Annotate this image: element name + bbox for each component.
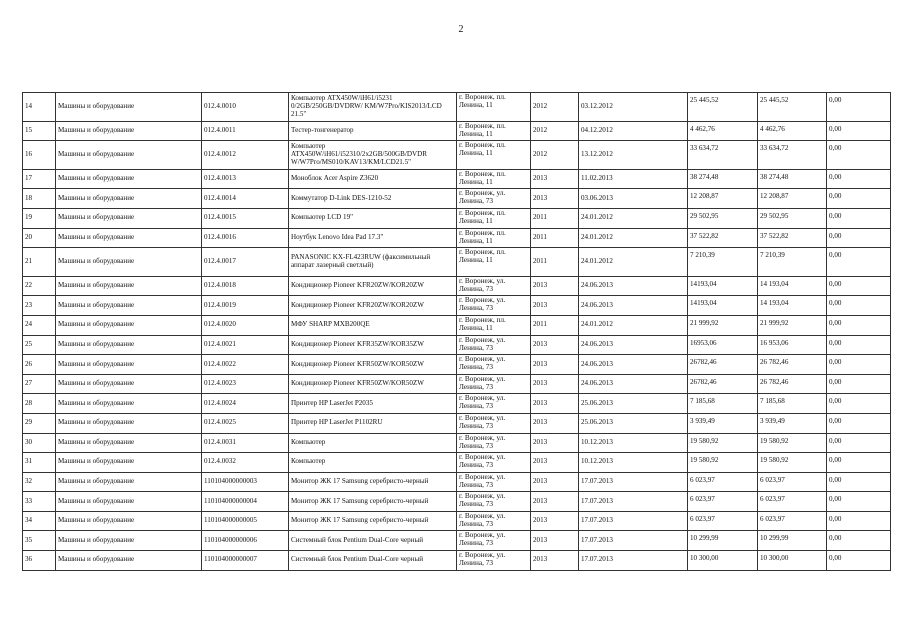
table-row — [23, 374, 891, 394]
inventory-code: 012.4.0017 — [202, 248, 289, 277]
residual-value: 33 634,72 — [758, 141, 827, 170]
row-number: 24 — [23, 315, 56, 335]
inventory-code: 012.4.0018 — [202, 276, 289, 296]
residual-value: 26 782,46 — [758, 374, 827, 394]
commissioning-date: 24.01.2012 — [579, 208, 688, 228]
initial-cost: 14193,04 — [688, 276, 758, 296]
table-row — [23, 121, 891, 141]
asset-location: г. Воронеж, пл. Ленина, 11 — [457, 169, 531, 189]
initial-cost: 12 208,87 — [688, 189, 758, 209]
initial-cost: 3 939,49 — [688, 413, 758, 433]
acquisition-year: 2013 — [531, 394, 579, 414]
asset-location: г. Воронеж, ул. Ленина, 73 — [457, 472, 531, 492]
acquisition-year: 2013 — [531, 355, 579, 375]
amortization: 0,00 — [827, 394, 891, 414]
amortization: 0,00 — [827, 121, 891, 141]
asset-category: Машины и оборудование — [56, 296, 202, 316]
inventory-code: 012.4.0024 — [202, 394, 289, 414]
asset-name: Системный блок Pentium Dual-Core черный — [289, 531, 457, 551]
asset-register-body — [23, 93, 891, 571]
inventory-code: 012.4.0010 — [202, 93, 289, 122]
residual-value: 10 300,00 — [758, 551, 827, 571]
inventory-code: 012.4.0032 — [202, 453, 289, 473]
table-row — [23, 492, 891, 512]
asset-location: г. Воронеж, ул. Ленина, 73 — [457, 492, 531, 512]
asset-category: Машины и оборудование — [56, 93, 202, 122]
initial-cost: 10 299,99 — [688, 531, 758, 551]
residual-value: 7 210,39 — [758, 248, 827, 277]
amortization: 0,00 — [827, 169, 891, 189]
residual-value: 7 185,68 — [758, 394, 827, 414]
asset-name: Коммутатор D-Link DES-1210-52 — [289, 189, 457, 209]
row-number: 28 — [23, 394, 56, 414]
initial-cost: 33 634,72 — [688, 141, 758, 170]
acquisition-year: 2012 — [531, 93, 579, 122]
inventory-code: 110104000000005 — [202, 511, 289, 531]
amortization: 0,00 — [827, 208, 891, 228]
residual-value: 29 502,95 — [758, 208, 827, 228]
row-number: 31 — [23, 453, 56, 473]
asset-name: Кондиционер Pioneer KFR35ZW/KOR35ZW — [289, 335, 457, 355]
asset-category: Машины и оборудование — [56, 169, 202, 189]
asset-name: МФУ SHARP MXB200QE — [289, 315, 457, 335]
asset-location: г. Воронеж, ул. Ленина, 73 — [457, 335, 531, 355]
asset-category: Машины и оборудование — [56, 141, 202, 170]
amortization: 0,00 — [827, 433, 891, 453]
table-row — [23, 276, 891, 296]
amortization: 0,00 — [827, 335, 891, 355]
asset-location: г. Воронеж, ул. Ленина, 73 — [457, 453, 531, 473]
acquisition-year: 2011 — [531, 248, 579, 277]
table-row — [23, 208, 891, 228]
initial-cost: 6 023,97 — [688, 492, 758, 512]
amortization: 0,00 — [827, 453, 891, 473]
acquisition-year: 2011 — [531, 228, 579, 248]
asset-location: г. Воронеж, ул. Ленина, 73 — [457, 413, 531, 433]
residual-value: 14 193,04 — [758, 276, 827, 296]
row-number: 25 — [23, 335, 56, 355]
initial-cost: 38 274,48 — [688, 169, 758, 189]
table-row — [23, 93, 891, 122]
inventory-code: 012.4.0012 — [202, 141, 289, 170]
amortization: 0,00 — [827, 374, 891, 394]
acquisition-year: 2013 — [531, 296, 579, 316]
table-row — [23, 189, 891, 209]
asset-name: Монитор ЖК 17 Samsung серебристо-черный — [289, 492, 457, 512]
initial-cost: 19 580,92 — [688, 433, 758, 453]
commissioning-date: 10.12.2013 — [579, 453, 688, 473]
acquisition-year: 2011 — [531, 208, 579, 228]
asset-category: Машины и оборудование — [56, 551, 202, 571]
row-number: 14 — [23, 93, 56, 122]
asset-category: Машины и оборудование — [56, 374, 202, 394]
asset-category: Машины и оборудование — [56, 492, 202, 512]
asset-name: Кондиционер Pioneer KFR50ZW/KOR50ZW — [289, 374, 457, 394]
amortization: 0,00 — [827, 93, 891, 122]
asset-location: г. Воронеж, ул. Ленина, 73 — [457, 433, 531, 453]
amortization: 0,00 — [827, 355, 891, 375]
acquisition-year: 2013 — [531, 433, 579, 453]
asset-name: Монитор ЖК 17 Samsung серебристо-черный — [289, 472, 457, 492]
asset-location: г. Воронеж, ул. Ленина, 73 — [457, 394, 531, 414]
asset-name: Монитор ЖК 17 Samsung серебристо-черный — [289, 511, 457, 531]
inventory-code: 110104000000007 — [202, 551, 289, 571]
asset-category: Машины и оборудование — [56, 121, 202, 141]
asset-location: г. Воронеж, пл. Ленина, 11 — [457, 141, 531, 170]
residual-value: 37 522,82 — [758, 228, 827, 248]
commissioning-date: 11.02.2013 — [579, 169, 688, 189]
residual-value: 26 782,46 — [758, 355, 827, 375]
row-number: 20 — [23, 228, 56, 248]
residual-value: 6 023,97 — [758, 511, 827, 531]
amortization: 0,00 — [827, 189, 891, 209]
inventory-code: 012.4.0023 — [202, 374, 289, 394]
acquisition-year: 2013 — [531, 511, 579, 531]
table-row — [23, 169, 891, 189]
asset-name: PANASONIC KX-FL423RUW (факсимильный аппарат лазерный светлый) — [289, 248, 457, 277]
commissioning-date: 13.12.2012 — [579, 141, 688, 170]
asset-register-table — [22, 92, 891, 571]
table-row — [23, 228, 891, 248]
inventory-code: 012.4.0013 — [202, 169, 289, 189]
acquisition-year: 2013 — [531, 413, 579, 433]
asset-name: Компьютер — [289, 453, 457, 473]
asset-location: г. Воронеж, ул. Ленина, 73 — [457, 511, 531, 531]
asset-category: Машины и оборудование — [56, 394, 202, 414]
asset-location: г. Воронеж, пл. Ленина, 11 — [457, 315, 531, 335]
acquisition-year: 2013 — [531, 472, 579, 492]
asset-category: Машины и оборудование — [56, 433, 202, 453]
residual-value: 10 299,99 — [758, 531, 827, 551]
commissioning-date: 17.07.2013 — [579, 492, 688, 512]
asset-name: Компьютер ATX450W/iH61/i52310/2x2GB/500GB/DVDR W/W7Pro/MS010/KAV13/KM/LCD21.5" — [289, 141, 457, 170]
table-row — [23, 394, 891, 414]
row-number: 16 — [23, 141, 56, 170]
commissioning-date: 03.06.2013 — [579, 189, 688, 209]
inventory-code: 012.4.0015 — [202, 208, 289, 228]
asset-name: Тестер-тонгенератор — [289, 121, 457, 141]
commissioning-date: 10.12.2013 — [579, 433, 688, 453]
residual-value: 4 462,76 — [758, 121, 827, 141]
commissioning-date: 24.06.2013 — [579, 296, 688, 316]
asset-location: г. Воронеж, пл. Ленина, 11 — [457, 228, 531, 248]
inventory-code: 012.4.0020 — [202, 315, 289, 335]
table-row — [23, 296, 891, 316]
amortization: 0,00 — [827, 531, 891, 551]
amortization: 0,00 — [827, 511, 891, 531]
commissioning-date: 17.07.2013 — [579, 531, 688, 551]
initial-cost: 37 522,82 — [688, 228, 758, 248]
acquisition-year: 2013 — [531, 189, 579, 209]
residual-value: 21 999,92 — [758, 315, 827, 335]
page-number: 2 — [458, 24, 464, 35]
amortization: 0,00 — [827, 315, 891, 335]
amortization: 0,00 — [827, 228, 891, 248]
table-row — [23, 531, 891, 551]
inventory-code: 012.4.0016 — [202, 228, 289, 248]
asset-category: Машины и оборудование — [56, 276, 202, 296]
initial-cost: 6 023,97 — [688, 511, 758, 531]
asset-category: Машины и оборудование — [56, 453, 202, 473]
asset-name: Принтер HP LaserJet P1102RU — [289, 413, 457, 433]
commissioning-date: 24.01.2012 — [579, 248, 688, 277]
asset-category: Машины и оборудование — [56, 531, 202, 551]
asset-location: г. Воронеж, ул. Ленина, 73 — [457, 531, 531, 551]
row-number: 27 — [23, 374, 56, 394]
table-row — [23, 472, 891, 492]
row-number: 21 — [23, 248, 56, 277]
initial-cost: 25 445,52 — [688, 93, 758, 122]
initial-cost: 26782,46 — [688, 355, 758, 375]
inventory-code: 012.4.0021 — [202, 335, 289, 355]
amortization: 0,00 — [827, 551, 891, 571]
commissioning-date: 24.01.2012 — [579, 315, 688, 335]
commissioning-date: 17.07.2013 — [579, 511, 688, 531]
initial-cost: 6 023,97 — [688, 472, 758, 492]
commissioning-date: 17.07.2013 — [579, 551, 688, 571]
asset-category: Машины и оборудование — [56, 355, 202, 375]
row-number: 36 — [23, 551, 56, 571]
asset-category: Машины и оборудование — [56, 228, 202, 248]
asset-location: г. Воронеж, ул. Ленина, 73 — [457, 189, 531, 209]
commissioning-date: 25.06.2013 — [579, 394, 688, 414]
asset-location: г. Воронеж, пл. Ленина, 11 — [457, 93, 531, 122]
asset-name: Компьютер LCD 19" — [289, 208, 457, 228]
initial-cost: 21 999,92 — [688, 315, 758, 335]
amortization: 0,00 — [827, 492, 891, 512]
asset-location: г. Воронеж, пл. Ленина, 11 — [457, 208, 531, 228]
table-row — [23, 355, 891, 375]
residual-value: 14 193,04 — [758, 296, 827, 316]
acquisition-year: 2013 — [531, 169, 579, 189]
row-number: 15 — [23, 121, 56, 141]
inventory-code: 110104000000003 — [202, 472, 289, 492]
row-number: 32 — [23, 472, 56, 492]
acquisition-year: 2011 — [531, 315, 579, 335]
residual-value: 19 580,92 — [758, 433, 827, 453]
asset-category: Машины и оборудование — [56, 511, 202, 531]
acquisition-year: 2013 — [531, 335, 579, 355]
table-row — [23, 433, 891, 453]
inventory-code: 012.4.0022 — [202, 355, 289, 375]
residual-value: 16 953,06 — [758, 335, 827, 355]
acquisition-year: 2013 — [531, 531, 579, 551]
residual-value: 6 023,97 — [758, 472, 827, 492]
initial-cost: 29 502,95 — [688, 208, 758, 228]
commissioning-date: 24.06.2013 — [579, 276, 688, 296]
acquisition-year: 2012 — [531, 141, 579, 170]
acquisition-year: 2013 — [531, 374, 579, 394]
inventory-code: 012.4.0014 — [202, 189, 289, 209]
commissioning-date: 24.01.2012 — [579, 228, 688, 248]
asset-location: г. Воронеж, ул. Ленина, 73 — [457, 276, 531, 296]
asset-category: Машины и оборудование — [56, 189, 202, 209]
asset-name: Кондиционер Pioneer KFR20ZW/KOR20ZW — [289, 296, 457, 316]
inventory-code: 012.4.0019 — [202, 296, 289, 316]
asset-location: г. Воронеж, ул. Ленина, 73 — [457, 374, 531, 394]
table-row — [23, 141, 891, 170]
acquisition-year: 2013 — [531, 492, 579, 512]
inventory-code: 110104000000004 — [202, 492, 289, 512]
table-row — [23, 335, 891, 355]
commissioning-date: 24.06.2013 — [579, 355, 688, 375]
asset-name: Компьютер — [289, 433, 457, 453]
acquisition-year: 2013 — [531, 551, 579, 571]
initial-cost: 7 210,39 — [688, 248, 758, 277]
amortization: 0,00 — [827, 413, 891, 433]
commissioning-date: 24.06.2013 — [579, 374, 688, 394]
asset-name: Кондиционер Pioneer KFR20ZW/KOR20ZW — [289, 276, 457, 296]
asset-location: г. Воронеж, ул. Ленина, 73 — [457, 355, 531, 375]
commissioning-date: 24.06.2013 — [579, 335, 688, 355]
asset-name: Моноблок Acer Aspire Z3620 — [289, 169, 457, 189]
asset-location: г. Воронеж, ул. Ленина, 73 — [457, 551, 531, 571]
amortization: 0,00 — [827, 141, 891, 170]
row-number: 33 — [23, 492, 56, 512]
initial-cost: 14193,04 — [688, 296, 758, 316]
residual-value: 38 274,48 — [758, 169, 827, 189]
acquisition-year: 2012 — [531, 121, 579, 141]
commissioning-date: 25.06.2013 — [579, 413, 688, 433]
inventory-code: 012.4.0031 — [202, 433, 289, 453]
table-row — [23, 413, 891, 433]
asset-category: Машины и оборудование — [56, 208, 202, 228]
table-row — [23, 511, 891, 531]
table-row — [23, 315, 891, 335]
inventory-code: 012.4.0025 — [202, 413, 289, 433]
asset-location: г. Воронеж, пл. Ленина, 11 — [457, 248, 531, 277]
initial-cost: 10 300,00 — [688, 551, 758, 571]
asset-category: Машины и оборудование — [56, 472, 202, 492]
row-number: 29 — [23, 413, 56, 433]
initial-cost: 26782,46 — [688, 374, 758, 394]
row-number: 35 — [23, 531, 56, 551]
initial-cost: 4 462,76 — [688, 121, 758, 141]
acquisition-year: 2013 — [531, 276, 579, 296]
inventory-code: 012.4.0011 — [202, 121, 289, 141]
asset-category: Машины и оборудование — [56, 315, 202, 335]
row-number: 26 — [23, 355, 56, 375]
amortization: 0,00 — [827, 276, 891, 296]
asset-category: Машины и оборудование — [56, 413, 202, 433]
residual-value: 12 208,87 — [758, 189, 827, 209]
residual-value: 6 023,97 — [758, 492, 827, 512]
residual-value: 19 580,92 — [758, 453, 827, 473]
asset-location: г. Воронеж, ул. Ленина, 73 — [457, 296, 531, 316]
acquisition-year: 2013 — [531, 453, 579, 473]
initial-cost: 19 580,92 — [688, 453, 758, 473]
initial-cost: 7 185,68 — [688, 394, 758, 414]
asset-location: г. Воронеж, пл. Ленина, 11 — [457, 121, 531, 141]
asset-name: Компьютер ATX450W/iH61/i5231 0/2GB/250GB/DVDRW/ KM/W7Pro/KIS2013/LCD 21.5" — [289, 93, 457, 122]
asset-name: Ноутбук Lenovo Idea Pad 17.3" — [289, 228, 457, 248]
residual-value: 3 939,49 — [758, 413, 827, 433]
asset-name: Кондиционер Pioneer KFR50ZW/KOR50ZW — [289, 355, 457, 375]
initial-cost: 16953,06 — [688, 335, 758, 355]
commissioning-date: 03.12.2012 — [579, 93, 688, 122]
inventory-code: 110104000000006 — [202, 531, 289, 551]
residual-value: 25 445,52 — [758, 93, 827, 122]
row-number: 30 — [23, 433, 56, 453]
asset-category: Машины и оборудование — [56, 335, 202, 355]
table-row — [23, 453, 891, 473]
asset-category: Машины и оборудование — [56, 248, 202, 277]
row-number: 34 — [23, 511, 56, 531]
table-row — [23, 551, 891, 571]
row-number: 22 — [23, 276, 56, 296]
asset-name: Системный блок Pentium Dual-Core черный — [289, 551, 457, 571]
amortization: 0,00 — [827, 472, 891, 492]
table-row — [23, 248, 891, 277]
commissioning-date: 17.07.2013 — [579, 472, 688, 492]
row-number: 18 — [23, 189, 56, 209]
row-number: 17 — [23, 169, 56, 189]
commissioning-date: 04.12.2012 — [579, 121, 688, 141]
amortization: 0,00 — [827, 248, 891, 277]
amortization: 0,00 — [827, 296, 891, 316]
row-number: 23 — [23, 296, 56, 316]
asset-name: Принтер HP LaserJet P2035 — [289, 394, 457, 414]
row-number: 19 — [23, 208, 56, 228]
